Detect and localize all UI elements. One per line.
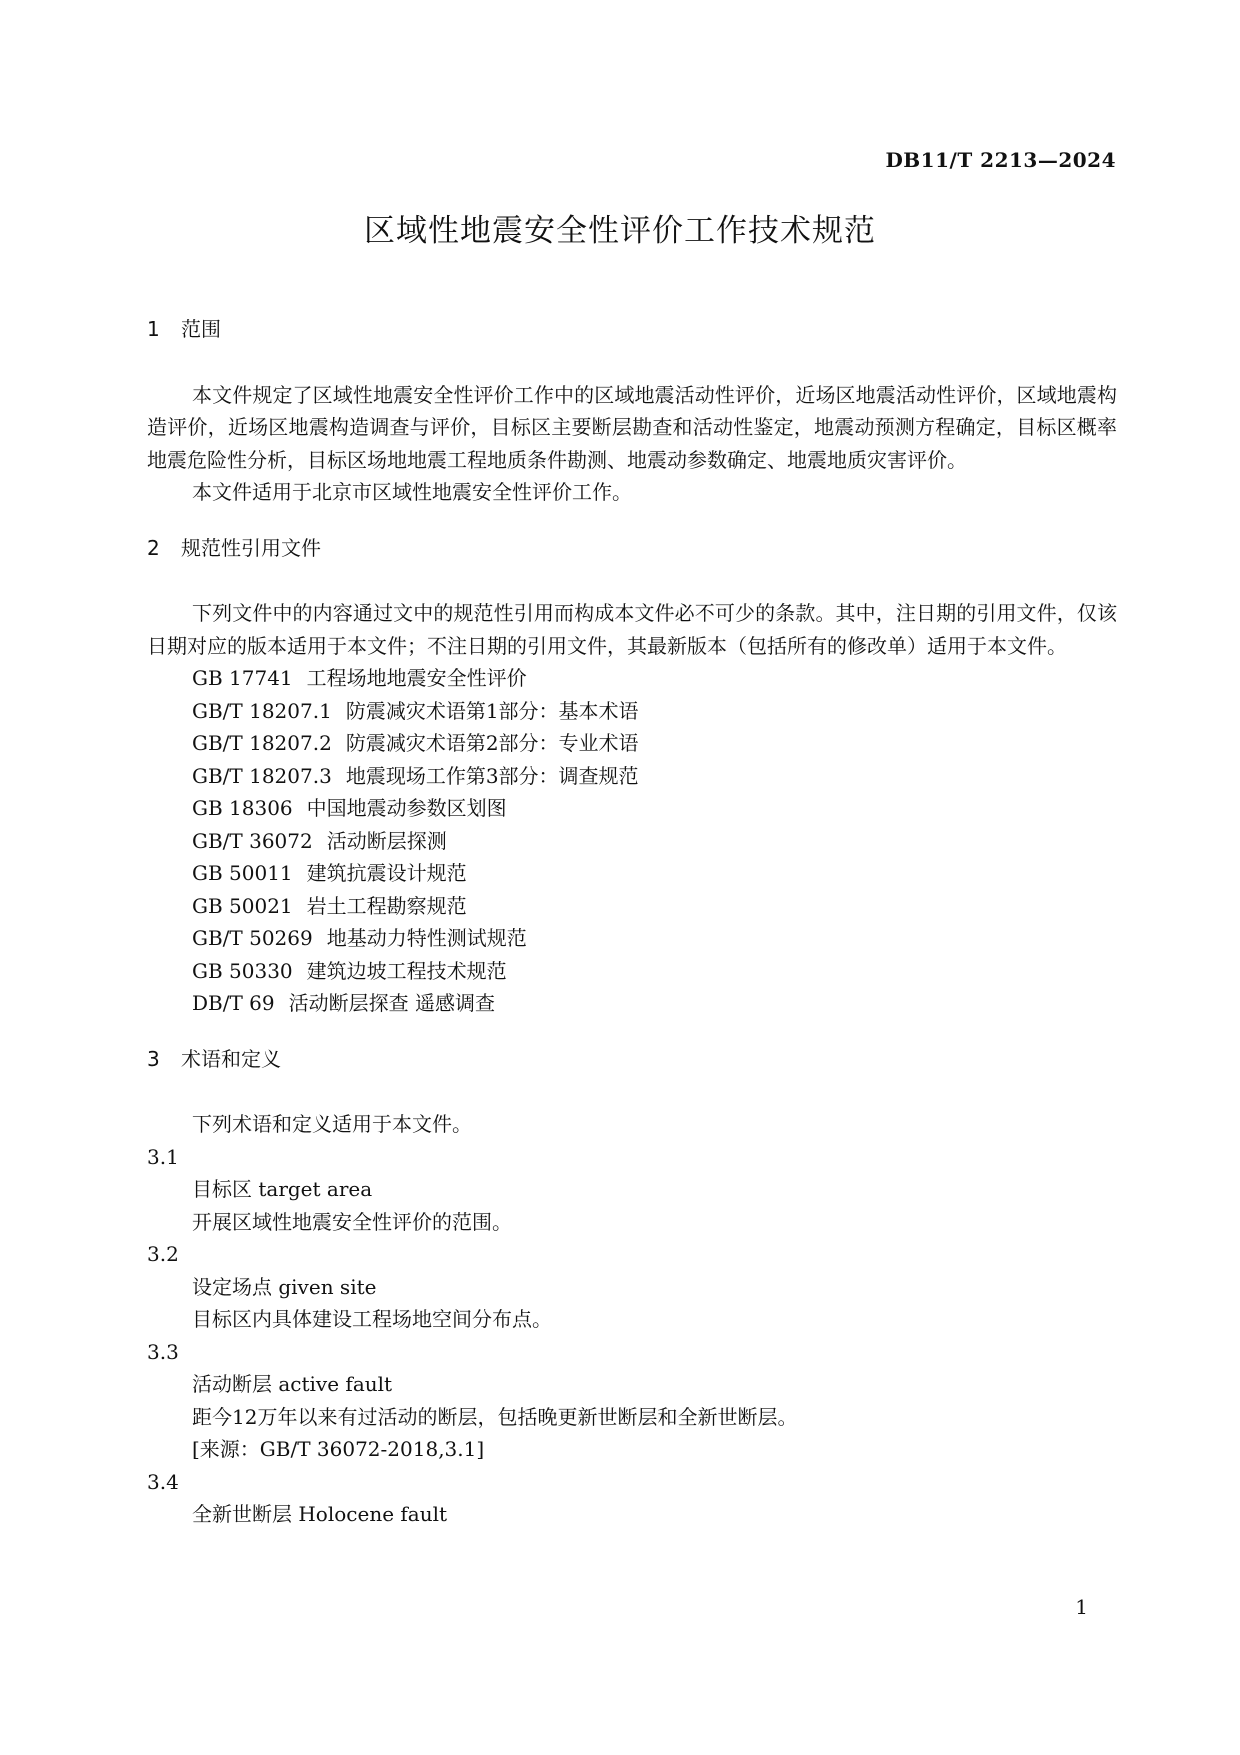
reference-name: 防震减灾术语第2部分：专业术语 bbox=[345, 731, 639, 755]
reference-code: GB 17741 bbox=[192, 666, 293, 690]
term-number: 3.4 bbox=[147, 1469, 179, 1494]
section-number: 2 bbox=[147, 535, 160, 560]
term-name bbox=[147, 1498, 1117, 1531]
term-zh: 设定场点 bbox=[192, 1274, 272, 1299]
reference-code: GB/T 18207.1 bbox=[192, 698, 332, 723]
document-code: DB11/T 2213—2024 bbox=[885, 148, 1116, 172]
reference-item bbox=[147, 922, 1117, 955]
reference-item bbox=[147, 727, 1117, 760]
paragraph: 下列文件中的内容通过文中的规范性引用而构成本文件必不可少的条款。其中，注日期的引用文件，仅该日期对应的版本适用于本文件；不注日期的引用文件，其最新版本（包括所有的修改单）适用于本文件。 bbox=[147, 601, 1117, 658]
reference-item bbox=[147, 955, 1117, 988]
reference-name: 地基动力特性测试规范 bbox=[326, 926, 527, 950]
reference-item bbox=[147, 857, 1117, 890]
term-definition: 距今12万年以来有过活动的断层，包括晚更新世断层和全新世断层。 bbox=[192, 1404, 798, 1429]
reference-name: 活动断层探查 遥感调查 bbox=[288, 991, 495, 1015]
section-title: 范围 bbox=[181, 317, 221, 341]
section-number: 3 bbox=[147, 1046, 160, 1071]
paragraph: 下列术语和定义适用于本文件。 bbox=[192, 1112, 472, 1136]
term-zh: 目标区 bbox=[192, 1177, 252, 1201]
term-definition: 目标区内具体建设工程场地空间分布点。 bbox=[192, 1307, 552, 1331]
reference-name: 建筑抗震设计规范 bbox=[306, 861, 467, 885]
reference-name: 地震现场工作第3部分：调查规范 bbox=[345, 763, 639, 788]
term-en: given site bbox=[278, 1274, 377, 1299]
reference-code: GB 50011 bbox=[192, 861, 293, 885]
reference-code: GB/T 36072 bbox=[192, 828, 313, 853]
reference-name: 中国地震动参数区划图 bbox=[306, 796, 507, 820]
paragraph: 本文件规定了区域性地震安全性评价工作中的区域地震活动性评价，近场区地震活动性评价，区域地震构造评价，近场区地震构造调查与评价，目标区主要断层勘查和活动性鉴定，地震动预测方程确定，目标区概率地震危险性分析，目标区场地地震工程地质条件勘测、地震动参数确定、地震地质灾害评价。 bbox=[147, 382, 1117, 472]
reference-name: 建筑边坡工程技术规范 bbox=[306, 958, 507, 983]
term-number: 3.2 bbox=[147, 1242, 179, 1266]
reference-name: 岩土工程勘察规范 bbox=[306, 893, 467, 918]
page-number: 1 bbox=[1075, 1595, 1088, 1619]
term-zh: 全新世断层 bbox=[192, 1502, 292, 1526]
section-1-heading bbox=[147, 313, 1117, 346]
term-source: [来源：GB/T 36072-2018,3.1] bbox=[192, 1437, 485, 1461]
reference-list bbox=[147, 662, 1117, 1020]
reference-code: GB/T 18207.2 bbox=[192, 731, 332, 755]
section-title: 术语和定义 bbox=[181, 1046, 281, 1071]
term-definition: 开展区域性地震安全性评价的范围。 bbox=[192, 1209, 512, 1234]
term-name bbox=[147, 1271, 1117, 1304]
term-entry bbox=[147, 1466, 1117, 1531]
term-entry bbox=[147, 1141, 1117, 1239]
reference-name: 防震减灾术语第1部分：基本术语 bbox=[345, 698, 639, 723]
section-title: 规范性引用文件 bbox=[181, 535, 321, 560]
term-name bbox=[147, 1368, 1117, 1401]
term-name bbox=[147, 1173, 1117, 1206]
document-title: 区域性地震安全性评价工作技术规范 bbox=[364, 213, 876, 249]
reference-item bbox=[147, 695, 1117, 728]
reference-name: 工程场地地震安全性评价 bbox=[306, 666, 527, 690]
term-number: 3.3 bbox=[147, 1339, 179, 1364]
reference-code: GB/T 50269 bbox=[192, 926, 313, 950]
term-entry bbox=[147, 1336, 1117, 1466]
section-2-heading bbox=[147, 532, 1117, 565]
reference-item bbox=[147, 825, 1117, 858]
paragraph: 本文件适用于北京市区域性地震安全性评价工作。 bbox=[192, 480, 632, 504]
reference-item bbox=[147, 662, 1117, 695]
term-en: target area bbox=[258, 1177, 373, 1201]
reference-item bbox=[147, 792, 1117, 825]
section-3-heading bbox=[147, 1043, 1117, 1076]
reference-code: GB/T 18207.3 bbox=[192, 763, 332, 788]
reference-item bbox=[147, 760, 1117, 793]
term-number: 3.1 bbox=[147, 1144, 179, 1169]
reference-code: DB/T 69 bbox=[192, 991, 275, 1015]
reference-code: GB 50330 bbox=[192, 958, 293, 983]
term-zh: 活动断层 bbox=[192, 1372, 272, 1396]
term-en: Holocene fault bbox=[298, 1502, 448, 1526]
reference-code: GB 50021 bbox=[192, 893, 293, 918]
reference-name: 活动断层探测 bbox=[326, 828, 447, 853]
reference-item bbox=[147, 890, 1117, 923]
reference-code: GB 18306 bbox=[192, 796, 293, 820]
section-number: 1 bbox=[147, 317, 160, 341]
term-en: active fault bbox=[278, 1372, 393, 1396]
document-body bbox=[147, 313, 1117, 1531]
term-entry bbox=[147, 1238, 1117, 1336]
reference-item bbox=[147, 987, 1117, 1020]
